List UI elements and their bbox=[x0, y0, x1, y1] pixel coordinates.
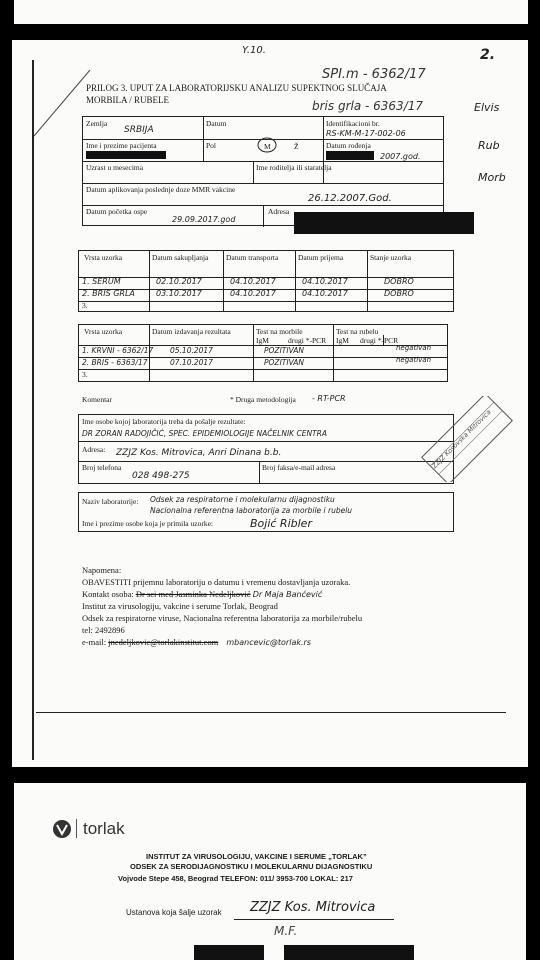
sender-underline bbox=[234, 919, 394, 920]
sender-label: Ustanova koja šalje uzorak bbox=[126, 908, 222, 917]
sample-row1-collected: 02.10.2017 bbox=[156, 277, 202, 286]
recipient-address-value: ZZJZ Kos. Mitrovica, Anri Dinana b.b. bbox=[116, 448, 282, 458]
phone-value: 028 498-275 bbox=[132, 471, 190, 481]
id-value: RS-KM-M-17-002-06 bbox=[326, 129, 406, 138]
sex-option-m: M bbox=[264, 142, 271, 151]
recipient-value: DR ZORAN RADOJIČIĆ, SPEC. EPIDEMIOLOGIJE NAČELNIK CENTRA bbox=[82, 429, 327, 438]
recipient-address-label: Adresa: bbox=[82, 445, 106, 454]
measles-sub-pcr: drugi *-PCR bbox=[288, 336, 327, 345]
torlak-institute-line1: INSTITUT ZA VIRUSOLOGIJU, VAKCINE I SERUME „TORLAK” bbox=[146, 852, 367, 861]
redaction-bottom-2 bbox=[284, 945, 414, 960]
annotation-serum-number: SPI.m - 6362/17 bbox=[322, 67, 426, 82]
bottom-margin-line bbox=[36, 712, 506, 713]
recipient-label: Ime osobe kojoj laboratorija treba da pošalje rezultate: bbox=[82, 417, 246, 426]
sender-signature: M.F. bbox=[274, 924, 298, 938]
address-label: Adresa bbox=[268, 207, 290, 216]
sex-option-z: Ž bbox=[294, 142, 299, 151]
sample-row1-transport: 04.10.2017 bbox=[230, 277, 276, 286]
sample-row3-type: 3. bbox=[82, 301, 88, 310]
side-annotation-2: Rub bbox=[478, 139, 500, 152]
torlak-institute-line2: ODSEK ZA SERODIJAGNOSTIKU I MOLEKULARNU DIJAGNOSTIKU bbox=[130, 862, 373, 871]
notes-line1: OBAVESTITI prijemnu laboratoriju o datumu i vremenu dostavljanja uzoraka. bbox=[82, 577, 351, 587]
redaction-dob bbox=[326, 151, 374, 160]
left-margin-line bbox=[32, 60, 34, 760]
sample-row2-condition: DOBRO bbox=[384, 289, 414, 298]
redaction-patient-name bbox=[86, 151, 166, 159]
notes-contact bbox=[82, 590, 322, 599]
results-header-issued: Datum izdavanja rezultata bbox=[152, 327, 231, 336]
result-row2-rubella: negativan bbox=[396, 356, 432, 364]
country-value: SRBIJA bbox=[124, 125, 154, 135]
received-by-signature: Bojić Ribler bbox=[250, 517, 312, 530]
notes-title: Napomena: bbox=[82, 565, 122, 575]
page-mark: Y.10. bbox=[242, 45, 266, 56]
notes-contact-old: Dr sci med Jasminka Nedeljković bbox=[135, 589, 251, 599]
stamp-text: ZZJZ Kosovska Mitrovica bbox=[430, 408, 493, 471]
comment-note: * Druga metodologija bbox=[230, 395, 296, 404]
lab-name-value-1: Odsek za respiratorne i molekularnu dijagnostiku bbox=[150, 495, 335, 504]
samples-header-type: Vrsta uzorka bbox=[84, 253, 123, 262]
form-title-line1: PRILOG 3. UPUT ZA LABORATORIJSKU ANALIZU SUPEKTNOG SLUČAJA bbox=[86, 83, 387, 93]
results-header-measles: Test na morbile bbox=[256, 327, 303, 336]
age-label: Uzrast u mesecima bbox=[86, 163, 144, 172]
result-row1-sample: 1. KRVNI - 6362/17 bbox=[82, 346, 154, 355]
notes-contact-label: Kontakt osoba: bbox=[82, 589, 134, 599]
notes-contact-new: Dr Maja Banćević bbox=[252, 590, 323, 599]
rash-onset-value: 29.09.2017.god bbox=[172, 215, 236, 224]
result-row2-measles: POZITIVAN bbox=[264, 358, 304, 367]
sample-row2-type: 2. BRIS GRLA bbox=[82, 289, 135, 298]
sample-row1-received: 04.10.2017 bbox=[302, 277, 348, 286]
lab-referral-form-page bbox=[12, 40, 528, 767]
notes-email bbox=[82, 638, 311, 647]
lab-name-value-2: Nacionalna referentna laboratorija za morbile i rubelu bbox=[150, 506, 353, 515]
id-label: Identifikacioni br. bbox=[326, 119, 380, 128]
fax-label: Broj faksa/e-mail adresa bbox=[262, 463, 336, 472]
torlak-logo-icon bbox=[52, 819, 72, 839]
samples-header-collected: Datum sakupljanja bbox=[152, 253, 209, 262]
results-header-type: Vrsta uzorka bbox=[84, 327, 123, 336]
sample-row2-collected: 03.10.2017 bbox=[156, 289, 202, 298]
previous-page-strip bbox=[14, 0, 528, 24]
sample-row1-type: 1. SERUM bbox=[82, 277, 121, 286]
side-annotation-1: Elvis bbox=[474, 101, 500, 114]
torlak-envelope bbox=[14, 783, 526, 960]
result-row1-measles: POZITIVAN bbox=[264, 346, 304, 355]
patient-name-label: Ime i prezime pacijenta bbox=[86, 141, 157, 150]
comment-note-value: - RT-PCR bbox=[312, 394, 346, 403]
form-title-line2: MORBILA / RUBELE bbox=[86, 95, 170, 105]
samples-header-transport: Datum transporta bbox=[226, 253, 279, 262]
rubella-sub-pcr: drugi *-PCR bbox=[360, 336, 399, 345]
rubella-sub-igm: IgM bbox=[336, 336, 349, 345]
rash-onset-label: Datum početka ospe bbox=[86, 207, 148, 216]
notes-email-label: e-mail: bbox=[82, 637, 107, 647]
phone-label: Broj telefona bbox=[82, 463, 122, 472]
notes-email-old: jnedeljkovic@torlakinstitut.com bbox=[108, 637, 219, 647]
mmr-label: Datum aplikovanja poslednje doze MMR vakcine bbox=[86, 185, 236, 194]
date-label: Datum bbox=[206, 119, 227, 128]
redaction-bottom-1 bbox=[194, 945, 264, 960]
notes-line5: tel: 2492896 bbox=[82, 625, 125, 635]
annotation-bris-number: bris grla - 6363/17 bbox=[312, 99, 423, 113]
dob-value: 2007.god. bbox=[380, 152, 421, 161]
notes-line4: Odsek za respiratorne viruse, Nacionalna referentna laboratorija za morbile/rubelu bbox=[82, 613, 363, 623]
result-row1-rubella: negativan bbox=[396, 344, 432, 352]
redaction-address bbox=[294, 212, 474, 234]
notes-line3: Institut za virusologiju, vakcine i serume Torlak, Beograd bbox=[82, 601, 278, 611]
torlak-brand-text: torlak bbox=[76, 819, 125, 838]
dob-label: Datum rođenja bbox=[326, 141, 371, 150]
received-by-label: Ime i prezime osobe koja je primila uzorke: bbox=[82, 519, 213, 528]
samples-header-condition: Stanje uzorka bbox=[370, 253, 412, 262]
sample-row1-condition: DOBRO bbox=[384, 277, 414, 286]
comment-label: Komentar bbox=[82, 395, 112, 404]
notes-email-new: mbancevic@torlak.rs bbox=[226, 638, 311, 647]
torlak-address-phone: Vojvode Stepe 458, Beograd TELEFON: 011/ 3953-700 LOKAL: 217 bbox=[118, 874, 353, 883]
result-row2-sample: 2. BRIS - 6363/17 bbox=[82, 358, 148, 367]
result-row2-issued: 07.10.2017 bbox=[170, 358, 213, 367]
result-row1-issued: 05.10.2017 bbox=[170, 346, 213, 355]
lab-name-label: Naziv laboratorije: bbox=[82, 497, 139, 506]
sample-row2-transport: 04.10.2017 bbox=[230, 289, 276, 298]
parent-label: Ime roditelja ili staratelja bbox=[256, 163, 332, 172]
sex-m-circle-mark bbox=[256, 136, 278, 154]
country-label: Zemlja bbox=[86, 119, 108, 128]
measles-sub-igm: IgM bbox=[256, 336, 269, 345]
side-annotation-3: Morb bbox=[478, 171, 506, 184]
torlak-brand bbox=[76, 819, 125, 839]
sender-value: ZZJZ Kos. Mitrovica bbox=[250, 900, 376, 915]
mmr-value: 26.12.2007.God. bbox=[308, 193, 392, 204]
sex-label: Pol bbox=[206, 141, 217, 150]
samples-header-received: Datum prijema bbox=[298, 253, 344, 262]
page-number: 2. bbox=[480, 47, 496, 63]
sample-row2-received: 04.10.2017 bbox=[302, 289, 348, 298]
result-row3-sample: 3. bbox=[82, 370, 88, 379]
results-header-rubella: Test na rubelu bbox=[336, 327, 379, 336]
